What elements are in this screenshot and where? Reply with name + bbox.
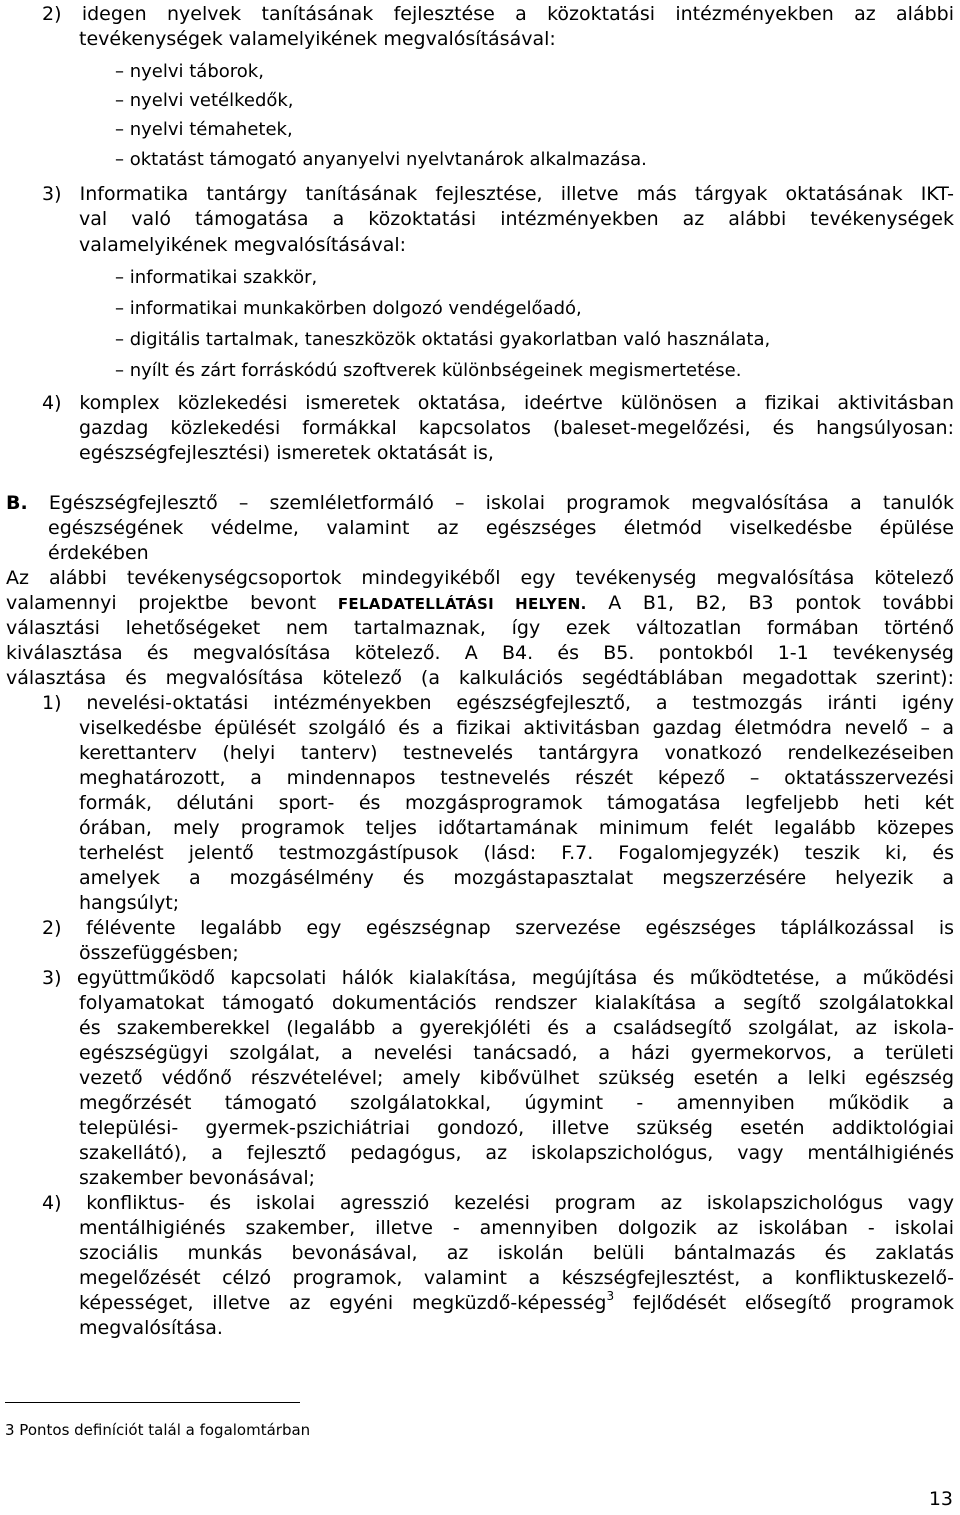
- footnote-ref[interactable]: 3: [606, 1288, 615, 1303]
- text-line: hangsúlyt;: [79, 892, 180, 914]
- list-item: – digitális tartalmak, taneszközök oktatási gyakorlatban való használata,: [115, 329, 771, 350]
- emphasis-caps: FELADATELLÁTÁSI HELYEN.: [337, 595, 587, 613]
- text-line: formák, délutáni sport- és mozgásprogramok támogatása legfeljebb heti két: [79, 792, 954, 814]
- text-line: 2) idegen nyelvek tanításának fejlesztése a közoktatási intézményekben az alábbi: [42, 3, 954, 25]
- text-line: gazdag közlekedési formákkal kapcsolatos (baleset-megelőzési, és hangsúlyosan:: [79, 417, 954, 439]
- list-item: – nyelvi témahetek,: [115, 119, 293, 140]
- text-line: választási lehetőségeket nem tartalmaznak, így ezek változatlan formában történő: [6, 617, 954, 639]
- text-line: 3) Informatika tantárgy tanításának fejlesztése, illetve más tárgyak oktatásának IKT-: [42, 183, 954, 205]
- text-run: valamennyi projektbe bevont: [6, 592, 338, 614]
- text-line: egészségfejlesztési) ismeretek oktatását is,: [79, 442, 494, 464]
- text-line: valamelyikének megvalósításával:: [79, 234, 407, 256]
- text-line: órában, mely programok teljes időtartamának minimum felét legalább közepes: [79, 817, 954, 839]
- text-line: meghatározott, a mindennapos testnevelés részét képező – oktatásszervezési: [79, 767, 954, 789]
- text-line: amelyek a mozgásélmény és mozgástapasztalat megszerzésére helyezik a: [79, 867, 954, 889]
- text-line: 3) együttműködő kapcsolati hálók kialakítása, megújítása és működtetése, a működési: [42, 967, 954, 989]
- text-line: érdekében: [48, 542, 149, 564]
- list-item: – informatikai munkakörben dolgozó vendégelőadó,: [115, 298, 582, 319]
- section-label: B.: [6, 492, 28, 514]
- text-run: képességet, illetve az egyéni megküzdő-képesség: [79, 1292, 607, 1314]
- page-number: 13: [928, 1488, 953, 1510]
- text-line: megvalósítása.: [79, 1317, 223, 1339]
- text-line: terhelést jelentő testmozgástípusok (lásd: F.7. Fogalomjegyzék) teszik ki, és: [79, 842, 954, 864]
- list-item: – nyílt és zárt forráskódú szoftverek különbségeinek megismertetése.: [115, 360, 742, 381]
- text-line: kiválasztása és megvalósítása kötelező. A B4. és B5. pontokból 1-1 tevékenység: [6, 642, 954, 664]
- text-line: egészségügyi szolgálat, a nevelési tanácsadó, a házi gyermekorvos, a területi: [79, 1042, 954, 1064]
- footnote-separator: [5, 1402, 300, 1403]
- text-line: kerettanterv (helyi tanterv) testnevelés tantárgyra vonatkozó rendelkezéseiben: [79, 742, 954, 764]
- text-line: tevékenységek valamelyikének megvalósításával:: [79, 28, 556, 50]
- text-line: szakember bevonásával;: [79, 1167, 316, 1189]
- footnote: 3 Pontos definíciót talál a fogalomtárban: [5, 1421, 311, 1439]
- list-item: – informatikai szakkör,: [115, 267, 318, 288]
- text-line: települési- gyermek-pszichiátriai gondozó, illetve szükség esetén addiktológiai: [79, 1117, 954, 1139]
- text-line: vezető védőnő részvételével; amely kibővülhet szükség esetén a lelki egészség: [79, 1067, 954, 1089]
- text-line: megelőzését célzó programok, valamint a készségfejlesztést, a konfliktuskezelő-: [79, 1267, 954, 1289]
- text-line: 1) nevelési-oktatási intézményekben egészségfejlesztő, a testmozgás iránti igény: [42, 692, 954, 714]
- section-b-heading: [6, 491, 954, 516]
- text-line: 4) konfliktus- és iskolai agresszió kezelési program az iskolapszichológus vagy: [42, 1192, 954, 1214]
- list-item: – nyelvi vetélkedők,: [115, 90, 294, 111]
- text-line: [6, 591, 954, 616]
- text-line: 2) félévente legalább egy egészségnap szervezése egészséges táplálkozással is: [42, 917, 954, 939]
- text-line: Az alábbi tevékenységcsoportok mindegyikéből egy tevékenység megvalósítása kötelező: [6, 567, 954, 589]
- text-line: 4) komplex közlekedési ismeretek oktatása, ideértve különösen a fizikai aktivitásban: [42, 392, 954, 414]
- section-title: Egészségfejlesztő – szemléletformáló – iskolai programok megvalósítása a tanulók: [27, 492, 954, 514]
- text-line: folyamatokat támogató dokumentációs rendszer kialakítása a segítő szolgálatokkal: [79, 992, 954, 1014]
- text-line: egészségének védelme, valamint az egészséges életmód viselkedésbe épülése: [48, 517, 954, 539]
- text-line: választása és megvalósítása kötelező (a kalkulációs segédtáblában megadottak szerint):: [6, 667, 954, 689]
- list-item: – oktatást támogató anyanyelvi nyelvtanárok alkalmazása.: [115, 149, 647, 170]
- text-line: és szakemberekkel (legalább a gyerekjóléti és a családsegítő szolgálat, az iskola-: [79, 1017, 954, 1039]
- text-line: megőrzését támogató szolgálatokkal, úgymint - amennyiben működik a: [79, 1092, 954, 1114]
- text-line: val való támogatása a közoktatási intézményekben az alábbi tevékenységek: [79, 208, 954, 230]
- text-line: [79, 1288, 955, 1316]
- text-line: szociális munkás bevonásával, az iskolán belüli bántalmazás és zaklatás: [79, 1242, 954, 1264]
- list-item: – nyelvi táborok,: [115, 61, 264, 82]
- text-run: A B1, B2, B3 pontok további: [586, 592, 954, 614]
- text-run: fejlődését elősegítő programok: [614, 1292, 955, 1314]
- text-line: mentálhigiénés szakember, illetve - amennyiben dolgozik az iskolában - iskolai: [79, 1217, 954, 1239]
- text-line: szakellátó), a fejlesztő pedagógus, az iskolapszichológus, vagy mentálhigiénés: [79, 1142, 954, 1164]
- text-line: viselkedésbe épülését szolgáló és a fizikai aktivitásban gazdag életmódra nevelő – a: [79, 717, 954, 739]
- text-line: összefüggésben;: [79, 942, 239, 964]
